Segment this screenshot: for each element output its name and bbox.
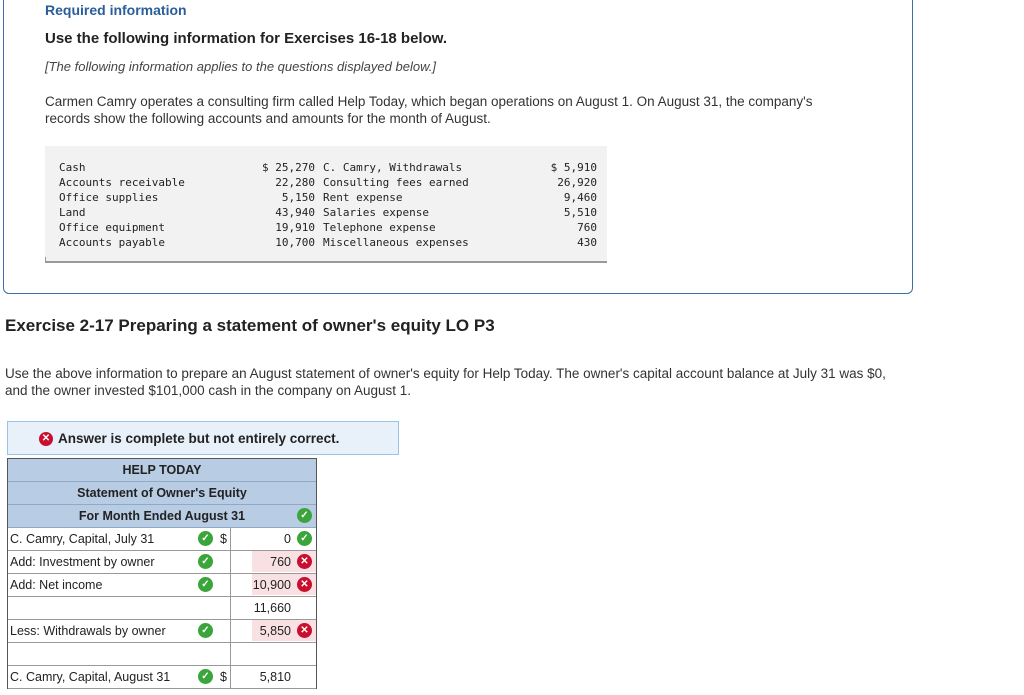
row-label[interactable]: Less: Withdrawals by owner (10, 624, 166, 638)
check-icon: ✓ (198, 669, 213, 684)
incorrect-icon: ✕ (297, 577, 312, 592)
row-value-input[interactable]: 10,900 (252, 578, 291, 592)
account-amount: 10,700 (275, 236, 315, 249)
accounts-right-amounts (525, 160, 597, 250)
account-amount: 26,920 (557, 176, 597, 189)
dollar-sign: $ (220, 670, 227, 684)
statement-title: Statement of Owner's Equity (8, 482, 316, 505)
check-icon: ✓ (198, 531, 213, 546)
accounts-right-names (323, 160, 469, 250)
check-icon: ✓ (198, 577, 213, 592)
account-amount: 9,460 (563, 191, 597, 204)
table-row (8, 551, 316, 574)
table-row (8, 528, 316, 551)
account-name: Land (59, 206, 86, 219)
account-name: Telephone expense (323, 221, 436, 234)
row-value: 11,660 (253, 601, 291, 615)
account-name: Salaries expense (323, 206, 429, 219)
account-name: Office supplies (59, 191, 159, 204)
account-amount: 5,510 (563, 206, 597, 219)
row-label[interactable]: Add: Investment by owner (10, 555, 155, 569)
statement-table (7, 458, 317, 689)
table-row (8, 597, 316, 620)
exercise-title: Exercise 2-17 Preparing a statement of owner's equity LO P3 (5, 316, 495, 335)
account-name: Cash (59, 161, 86, 174)
account-name: Accounts payable (59, 236, 165, 249)
account-amount: 5,150 (281, 191, 315, 204)
table-divider (45, 257, 46, 261)
check-icon: ✓ (297, 508, 312, 523)
answer-status-text: Answer is complete but not entirely correct. (58, 431, 340, 446)
row-value: 5,810 (259, 670, 291, 684)
use-info-title: Use the following information for Exercises 16-18 below. (45, 30, 448, 47)
dollar-sign: $ (220, 532, 227, 546)
intro-paragraph: Carmen Camry operates a consulting firm called Help Today, which began operations on August 1. On August 31, the company's records show the following accounts and amounts for the month of August. (45, 94, 813, 126)
exercise-instructions: Use the above information to prepare an August statement of owner's equity for Help Today. The owner's capital account balance at July 31 was $0, and the owner invested $101,000 cash in the company on August 1. (5, 366, 886, 398)
row-label[interactable]: Add: Net income (10, 578, 103, 592)
account-name: Accounts receivable (59, 176, 185, 189)
account-amount: 22,280 (275, 176, 315, 189)
account-name: Miscellaneous expenses (323, 236, 469, 249)
row-value-input[interactable]: 760 (270, 555, 291, 569)
row-value-input[interactable]: 0 (284, 532, 291, 546)
info-note: [The following information applies to the questions displayed below.] (45, 59, 436, 74)
incorrect-icon: ✕ (297, 623, 312, 638)
account-amount: 430 (577, 236, 597, 249)
table-row (8, 666, 316, 689)
check-icon: ✓ (297, 531, 312, 546)
incorrect-icon: ✕ (39, 432, 53, 446)
row-value-input[interactable]: 5,850 (259, 624, 291, 638)
account-amount: $ 25,270 (262, 161, 315, 174)
check-icon: ✓ (198, 623, 213, 638)
row-label[interactable]: C. Camry, Capital, August 31 (10, 670, 171, 684)
account-name: C. Camry, Withdrawals (323, 161, 463, 174)
answer-status-banner (7, 421, 399, 455)
account-amount: 760 (577, 221, 597, 234)
incorrect-icon: ✕ (297, 554, 312, 569)
row-label[interactable]: C. Camry, Capital, July 31 (10, 532, 155, 546)
accounts-left-amounts (235, 160, 315, 250)
check-icon: ✓ (198, 554, 213, 569)
table-row (8, 574, 316, 597)
table-row (8, 643, 316, 666)
account-name: Office equipment (59, 221, 165, 234)
account-amount: $ 5,910 (550, 161, 597, 174)
account-amount: 43,940 (275, 206, 315, 219)
accounts-left-names (59, 160, 185, 250)
table-row (8, 620, 316, 643)
accounts-table (45, 146, 607, 263)
account-amount: 19,910 (275, 221, 315, 234)
statement-period: For Month Ended August 31 ✓ (8, 505, 316, 528)
account-name: Consulting fees earned (323, 176, 469, 189)
required-info-title: Required information (45, 2, 187, 18)
account-name: Rent expense (323, 191, 403, 204)
statement-company: HELP TODAY (8, 459, 316, 482)
